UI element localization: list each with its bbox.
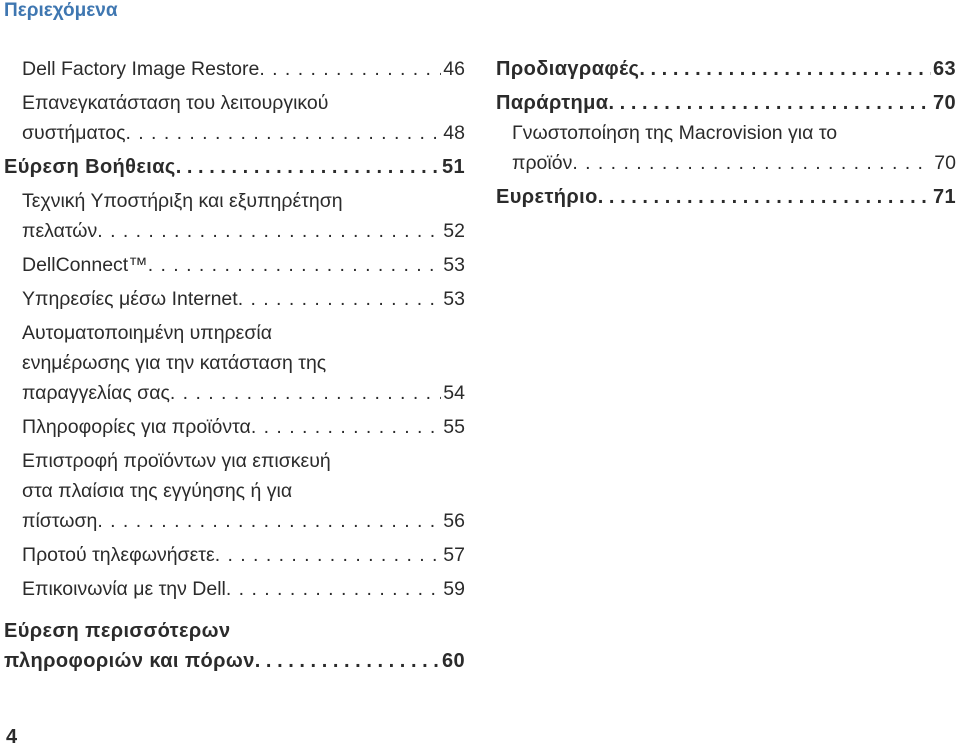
toc-section[interactable] (4, 616, 465, 676)
leader-dots (97, 506, 441, 536)
toc-entry[interactable] (22, 250, 465, 280)
page-title: Περιεχόμενα (4, 0, 118, 21)
toc-page-number: 56 (443, 510, 465, 532)
toc-entry-text: πελατών (22, 220, 98, 242)
toc-section-text: Προδιαγραφές (496, 58, 640, 80)
toc-entry-text: προϊόν (512, 152, 573, 174)
toc-entry[interactable] (22, 412, 465, 442)
toc-page-number: 70 (934, 152, 956, 174)
toc-entry-text: στα πλαίσια της εγγύησης ή για (22, 480, 293, 502)
toc-page-number: 63 (932, 58, 956, 80)
toc-entry[interactable] (22, 186, 465, 246)
toc-page-number: 52 (443, 220, 465, 242)
leader-dots (148, 250, 442, 280)
leader-dots (259, 54, 441, 84)
toc-entry-text: Προτού τηλεφωνήσετε (22, 544, 215, 566)
leader-dots (609, 88, 931, 118)
toc-entry-text: Υπηρεσίες μέσω Internet (22, 288, 238, 310)
leader-dots (176, 152, 440, 182)
toc-entry[interactable] (22, 54, 465, 84)
leader-dots (598, 182, 931, 212)
page-number: 4 (6, 726, 18, 748)
toc-page-number: 57 (443, 544, 465, 566)
toc-section[interactable] (496, 182, 956, 212)
toc-entry[interactable] (22, 574, 465, 604)
toc-section-text: Παράρτημα (496, 92, 609, 114)
toc-section[interactable] (4, 152, 465, 182)
leader-dots (97, 216, 441, 246)
toc-entry-text: ενημέρωσης για την κατάσταση της (22, 352, 327, 374)
toc-page-number: 54 (443, 382, 465, 404)
toc-page-number: 53 (443, 288, 465, 310)
toc-page-number: 71 (932, 186, 956, 208)
toc-page-number: 55 (443, 416, 465, 438)
leader-dots (170, 378, 441, 408)
toc-page-number: 48 (443, 122, 465, 144)
toc-page-number: 59 (443, 578, 465, 600)
toc-entry-text: DellConnect™ (22, 254, 148, 276)
toc-page-number: 46 (443, 58, 465, 80)
toc-page-number: 70 (932, 92, 956, 114)
toc-entry[interactable] (22, 284, 465, 314)
toc-section-text: Εύρεση Βοήθειας (4, 156, 176, 178)
toc-page-number: 60 (441, 650, 465, 672)
toc-entry-text: Αυτοματοποιημένη υπηρεσία (22, 322, 272, 344)
toc-entry[interactable] (22, 540, 465, 570)
toc-entry-text: Πληροφορίες για προϊόντα (22, 416, 251, 438)
toc-entry-text: Επικοινωνία με την Dell (22, 578, 226, 600)
toc-page-number: 53 (443, 254, 465, 276)
leader-dots (125, 118, 441, 148)
toc-entry[interactable] (22, 88, 465, 148)
leader-dots (639, 54, 931, 84)
toc-entry[interactable] (22, 318, 465, 408)
toc-section-text: Εύρεση περισσότερων (4, 620, 231, 642)
leader-dots (572, 148, 932, 178)
toc-entry-text: Επιστροφή προϊόντων για επισκευή (22, 450, 331, 472)
toc-page-number: 51 (441, 156, 465, 178)
toc-entry[interactable] (512, 118, 956, 178)
toc-entry-text: πίστωση (22, 510, 98, 532)
leader-dots (251, 412, 441, 442)
toc-entry-text: Dell Factory Image Restore (22, 58, 260, 80)
leader-dots (215, 540, 442, 570)
leader-dots (255, 646, 440, 676)
leader-dots (238, 284, 442, 314)
leader-dots (226, 574, 441, 604)
toc-right-column (496, 54, 956, 212)
toc-left-column (4, 54, 465, 676)
toc-entry-text: Επανεγκατάσταση του λειτουργικού (22, 92, 329, 114)
toc-section-text: Ευρετήριο (496, 186, 598, 208)
toc-entry-text: παραγγελίας σας (22, 382, 170, 404)
toc-section-text: πληροφοριών και πόρων (4, 650, 255, 672)
toc-section[interactable] (496, 54, 956, 84)
toc-entry-text: συστήματος (22, 122, 126, 144)
toc-section[interactable] (496, 88, 956, 118)
toc-entry-text: Γνωστοποίηση της Macrovision για το (512, 122, 838, 144)
toc-entry[interactable] (22, 446, 465, 536)
toc-entry-text: Τεχνική Υποστήριξη και εξυπηρέτηση (22, 190, 343, 212)
